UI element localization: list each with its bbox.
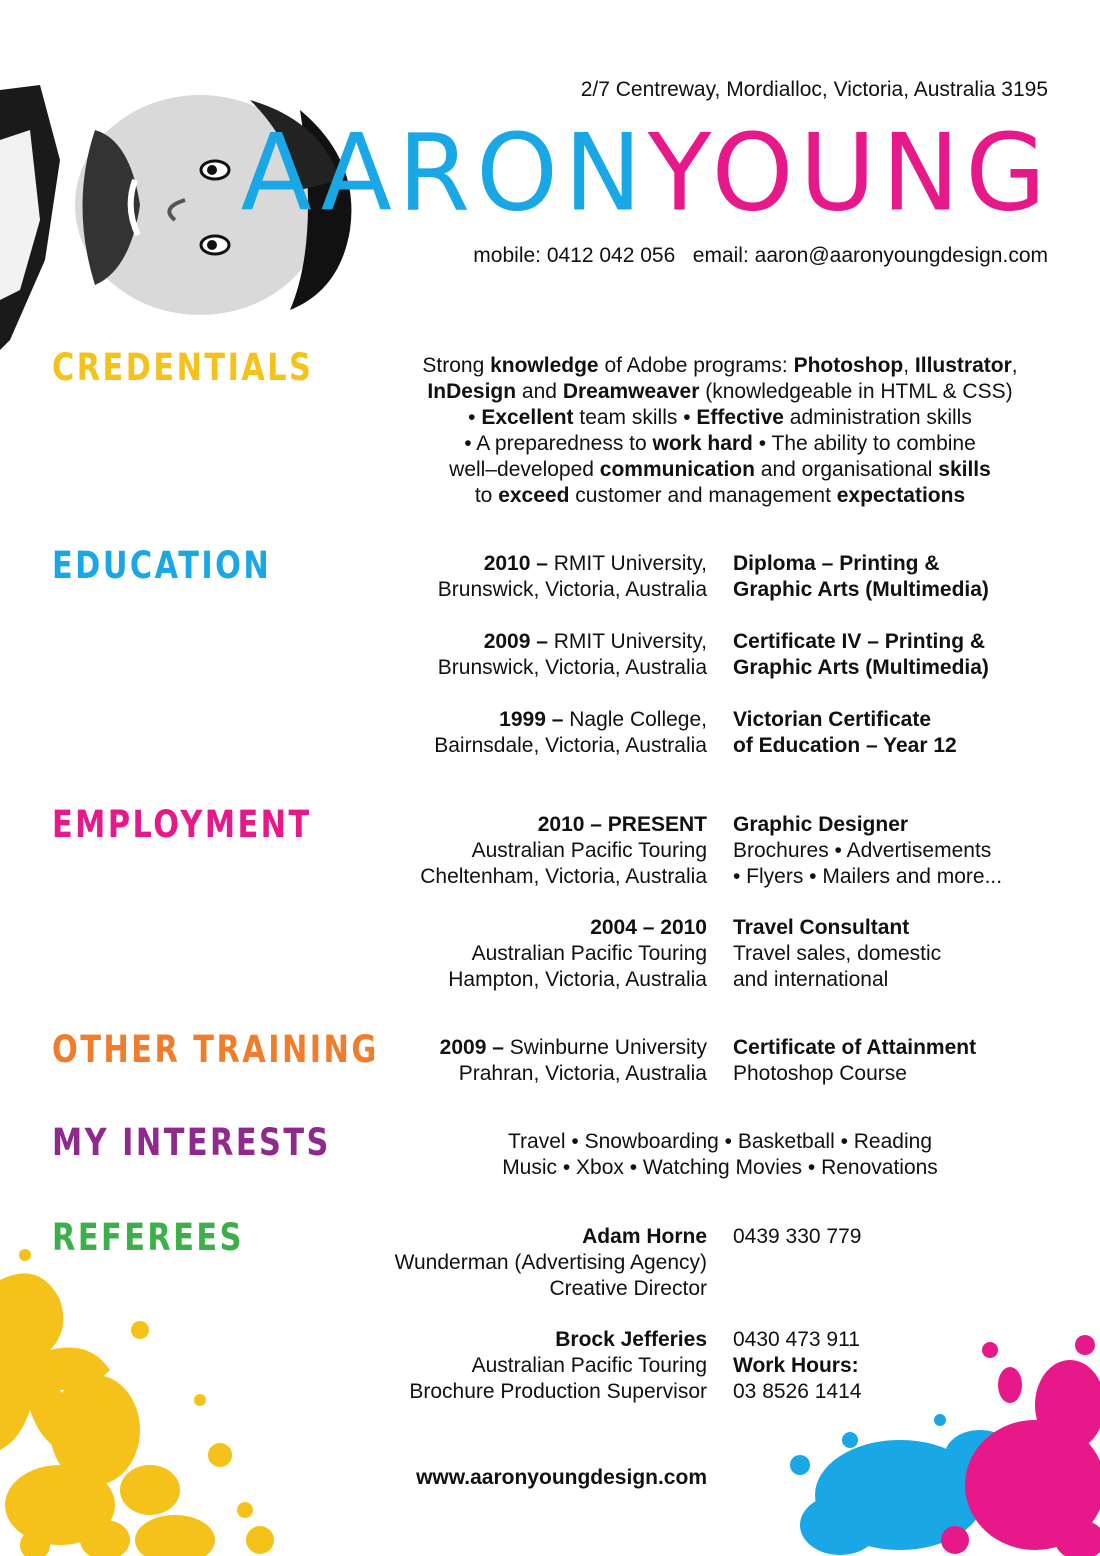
education-award: Diploma – Printing & [733, 552, 940, 575]
text-segment: , [1011, 354, 1018, 377]
credentials-line [395, 405, 1045, 431]
education-place: Brunswick, Victoria, Australia [437, 578, 707, 601]
employment-role: Travel Consultant [733, 916, 910, 939]
emphasis-text: skills [938, 458, 991, 481]
interests-line: Travel • Snowboarding • Basketball • Reading [507, 1130, 932, 1153]
last-name: YOUNG [647, 110, 1052, 236]
training-course: Photoshop Course [733, 1062, 907, 1085]
text-segment: • A preparedness to [464, 432, 653, 455]
emphasis-text: InDesign [427, 380, 517, 403]
credentials-text [395, 353, 1045, 509]
referee-phone: 0430 473 911 [733, 1328, 860, 1351]
education-award: Graphic Arts (Multimedia) [733, 578, 989, 601]
website-link[interactable]: www.aaronyoungdesign.com [416, 1466, 707, 1489]
training-entry-award [733, 1035, 976, 1087]
employment-description: • Flyers • Mailers and more... [733, 865, 1003, 888]
emphasis-text: Photoshop [793, 354, 904, 377]
referee-company: Wunderman (Advertising Agency) [394, 1251, 707, 1274]
education-entry-institution [438, 629, 707, 681]
employment-period: 2010 – PRESENT [537, 813, 707, 836]
referee-name: Adam Horne [582, 1225, 707, 1248]
education-school: RMIT University, [547, 552, 707, 575]
employment-role: Graphic Designer [733, 813, 909, 836]
education-entry-award [733, 629, 989, 681]
education-year: 2010 – [483, 552, 548, 575]
education-award: Victorian Certificate [733, 708, 932, 731]
emphasis-text: exceed [498, 484, 570, 507]
text-segment: to [474, 484, 499, 507]
text-segment: • The ability to combine [752, 432, 976, 455]
full-name [240, 110, 1052, 236]
education-school: RMIT University, [547, 630, 707, 653]
referee-title: Creative Director [549, 1277, 707, 1300]
text-segment: and [516, 380, 563, 403]
referee-company: Australian Pacific Touring [471, 1354, 707, 1377]
address: 2/7 Centreway, Mordialloc, Victoria, Australia 3195 [580, 78, 1048, 101]
employment-description: Brochures • Advertisements [733, 839, 992, 862]
referee-hours-label: Work Hours: [733, 1354, 859, 1377]
section-title-interests: MY INTERESTS [52, 1121, 331, 1164]
education-school: Nagle College, [563, 708, 707, 731]
emphasis-text: work hard [652, 432, 753, 455]
credentials-line [395, 353, 1045, 379]
emphasis-text: Effective [696, 406, 784, 429]
education-award: Certificate IV – Printing & [733, 630, 986, 653]
section-title-credentials: CREDENTIALS [52, 346, 314, 389]
text-segment: (knowledgeable in HTML & CSS) [699, 380, 1013, 403]
credentials-line [395, 483, 1045, 509]
employment-place: Hampton, Victoria, Australia [448, 968, 707, 991]
education-place: Brunswick, Victoria, Australia [437, 656, 707, 679]
employment-entry-role [733, 812, 1002, 890]
colorful-paint-splash [780, 1325, 1100, 1556]
section-title-referees: REFEREES [52, 1216, 244, 1259]
referee-title: Brochure Production Supervisor [409, 1380, 707, 1403]
credentials-line [395, 431, 1045, 457]
interests-text [395, 1129, 1045, 1181]
employment-description: Travel sales, domestic [733, 942, 942, 965]
emphasis-text: Excellent [481, 406, 574, 429]
text-segment: of Adobe programs: [598, 354, 794, 377]
referee-phone: 0439 330 779 [733, 1225, 862, 1248]
training-entry-institution [440, 1035, 707, 1087]
employment-period: 2004 – 2010 [590, 916, 707, 939]
credentials-line [395, 457, 1045, 483]
employment-entry-role [733, 915, 941, 993]
referee-contact [733, 1224, 861, 1250]
education-year: 1999 – [499, 708, 564, 731]
training-school: Swinburne University [503, 1036, 707, 1059]
emphasis-text: Dreamweaver [562, 380, 700, 403]
emphasis-text: expectations [836, 484, 966, 507]
interests-line: Music • Xbox • Watching Movies • Renovations [502, 1156, 938, 1179]
referee-hours-phone: 03 8526 1414 [733, 1380, 862, 1403]
text-segment: Strong [422, 354, 491, 377]
first-name: AARON [240, 110, 648, 236]
section-title-other-training: OTHER TRAINING [52, 1028, 379, 1071]
text-segment: administration skills [783, 406, 972, 429]
education-award: Graphic Arts (Multimedia) [733, 656, 989, 679]
credentials-line [395, 379, 1045, 405]
emphasis-text: Illustrator [914, 354, 1012, 377]
yellow-paint-splash [0, 1240, 300, 1556]
education-award: of Education – Year 12 [733, 734, 957, 757]
referee-name: Brock Jefferies [555, 1328, 707, 1351]
text-segment: well–developed [449, 458, 600, 481]
text-segment: , [903, 354, 915, 377]
emphasis-text: knowledge [490, 354, 599, 377]
education-entry-award [733, 707, 957, 759]
education-year: 2009 – [483, 630, 548, 653]
training-award: Certificate of Attainment [733, 1036, 977, 1059]
training-year: 2009 – [439, 1036, 504, 1059]
referee-details [395, 1224, 707, 1302]
section-title-education: EDUCATION [52, 544, 272, 587]
text-segment: • [468, 406, 482, 429]
employment-company: Australian Pacific Touring [471, 942, 707, 965]
text-segment: team skills • [573, 406, 697, 429]
employment-company: Australian Pacific Touring [471, 839, 707, 862]
education-place: Bairnsdale, Victoria, Australia [434, 734, 707, 757]
training-place: Prahran, Victoria, Australia [458, 1062, 707, 1085]
employment-entry-company [448, 915, 707, 993]
section-title-employment: EMPLOYMENT [52, 803, 312, 846]
education-entry-institution [438, 551, 707, 603]
education-entry-institution [434, 707, 707, 759]
employment-entry-company [420, 812, 707, 890]
employment-place: Cheltenham, Victoria, Australia [420, 865, 707, 888]
referee-details [409, 1327, 707, 1405]
contact-line: mobile: 0412 042 056 email: aaron@aaronyoungdesign.com [473, 244, 1048, 267]
text-segment: and organisational [754, 458, 939, 481]
employment-description: and international [733, 968, 889, 991]
education-entry-award [733, 551, 989, 603]
emphasis-text: communication [599, 458, 755, 481]
text-segment: customer and management [569, 484, 837, 507]
